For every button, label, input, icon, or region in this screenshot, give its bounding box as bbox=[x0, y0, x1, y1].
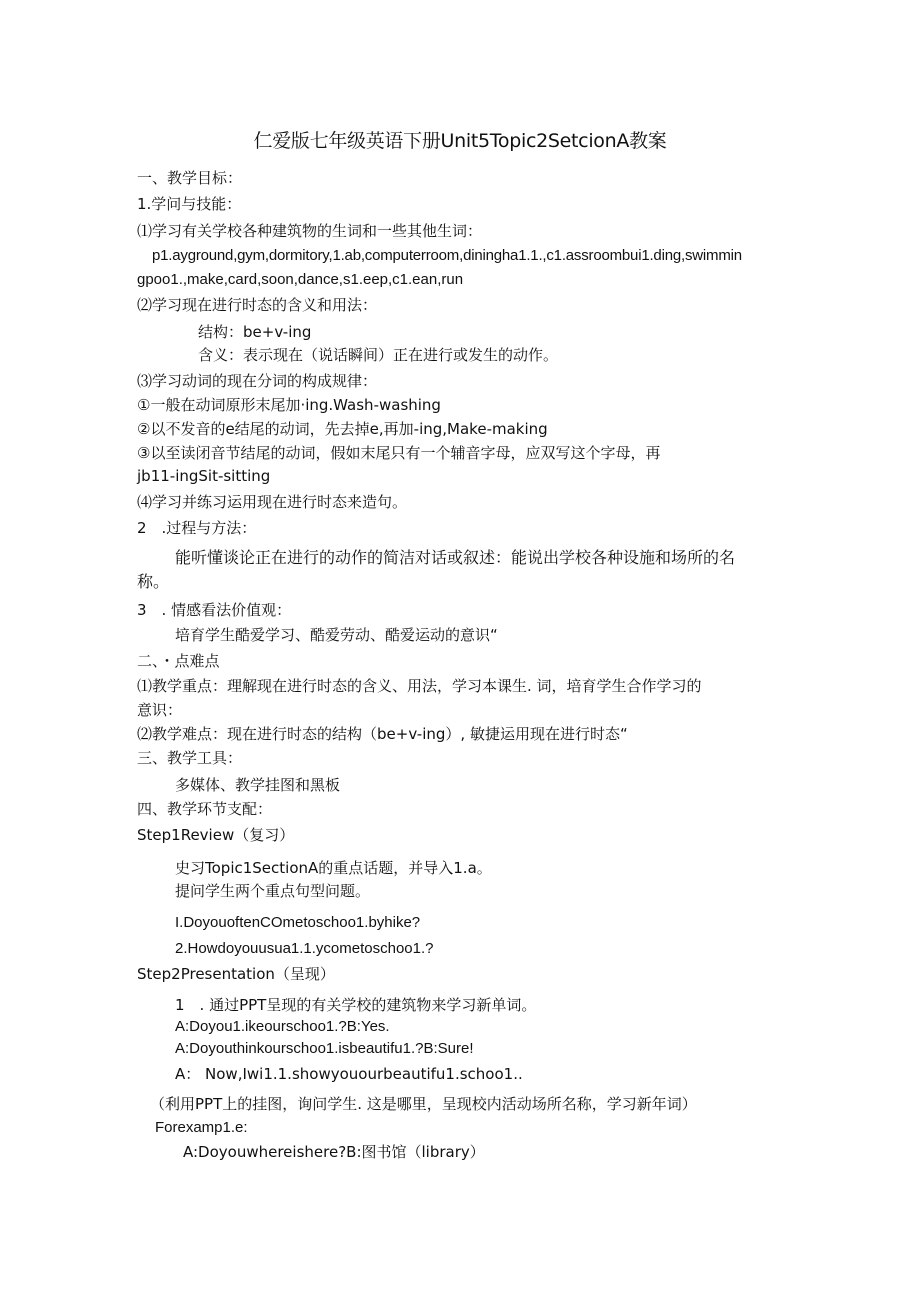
teaching-key-point-continued: 意识： bbox=[137, 701, 183, 719]
example-dialogue: A:Doyouwhereishere?B:图书馆（library） bbox=[183, 1143, 485, 1161]
knowledge-skills-heading: 1.学问与技能： bbox=[137, 195, 242, 213]
step1-heading: Step1Review（复习） bbox=[137, 826, 295, 844]
step1-text-2: 提问学生两个重点句型问题。 bbox=[175, 882, 371, 900]
section-key-points-heading: 二、・点难点 bbox=[137, 652, 220, 670]
objective-item-3: ⑶学习动词的现在分词的构成规律： bbox=[137, 372, 378, 390]
process-method-text-continued: 称。 bbox=[137, 572, 170, 591]
section-objectives-heading: 一、教学目标： bbox=[137, 169, 243, 187]
structure-line: 结构：be+v-ing bbox=[198, 323, 312, 341]
tools-text: 多媒体、教学挂图和黑板 bbox=[175, 776, 341, 794]
section-procedure-heading: 四、教学环节支配： bbox=[137, 800, 273, 818]
document-title: 仁爱版七年级英语下册Unit5Topic2SetcionA教案 bbox=[253, 130, 667, 152]
vocabulary-line-1: p1.ayground,gym,dormitory,1.ab,computerroom,dininghа1.1.,c1.assroombui1.ding,swimmin bbox=[152, 247, 742, 264]
step2-dialogue-1: A:Doyou1.ikeourschoo1.?B:Yes. bbox=[175, 1018, 390, 1035]
objective-item-2: ⑵学习现在进行时态的含义和用法： bbox=[137, 296, 378, 314]
rule-1: ①一般在动词原形末尾加·ing.Wash-washing bbox=[137, 396, 441, 414]
step2-dialogue-3: A： Now,Iwi1.1.showyouourbeautifu1.schoo1.. bbox=[175, 1065, 523, 1083]
objective-item-4: ⑷学习并练习运用现在进行时态来造句。 bbox=[137, 493, 408, 511]
example-label: Forexamp1.e: bbox=[155, 1119, 248, 1136]
rule-2: ②以不发音的e结尾的动词，先去掉e,再加-ing,Make-making bbox=[137, 420, 548, 438]
process-method-text: 能听懂谈论正在进行的动作的简洁对话或叙述：能说出学校各种设施和场所的名 bbox=[175, 548, 736, 567]
vocabulary-line-2: gpoo1.,make,card,soon,dance,s1.eep,c1.ean,run bbox=[137, 271, 464, 288]
attitude-values-heading: 3 . 情感看法价值观： bbox=[137, 601, 292, 619]
step2-note: （利用PPT上的挂图，询问学生. 这是哪里，呈现校内活动场所名称，学习新年词） bbox=[150, 1095, 697, 1113]
step2-heading: Step2Presentation（呈现） bbox=[137, 965, 335, 983]
step1-question-1: I.DoyouoftenCOmetoschoo1.byhike? bbox=[175, 914, 421, 931]
rule-3: ③以至读闭音节结尾的动词，假如末尾只有一个辅音字母，应双写这个字母，再 bbox=[137, 444, 661, 462]
teaching-difficult-point: ⑵教学难点：现在进行时态的结构（be+v-ing）, 敏捷运用现在进行时态“ bbox=[137, 725, 628, 743]
attitude-values-text: 培育学生酷爱学习、酷爱劳动、酷爱运动的意识“ bbox=[175, 626, 498, 644]
meaning-line: 含义：表示现在（说话瞬间）正在进行或发生的动作。 bbox=[198, 346, 559, 364]
step1-question-2: 2.Howdoyouusua1.1.ycometoschoo1.? bbox=[175, 940, 434, 957]
step2-item-1: 1 . 通过PPT呈现的有关学校的建筑物来学习新单词。 bbox=[175, 996, 537, 1014]
objective-item-1: ⑴学习有关学校各种建筑物的生词和一些其他生词： bbox=[137, 222, 483, 240]
rule-3-continued: jb11-ingSit-sitting bbox=[137, 467, 271, 485]
teaching-key-point: ⑴教学重点：理解现在进行时态的含义、用法，学习本课生. 词，培育学生合作学习的 bbox=[137, 677, 702, 695]
section-tools-heading: 三、教学工具： bbox=[137, 749, 243, 767]
step2-dialogue-2: A:Doyouthinkourschoo1.isbeautifu1.?B:Sure! bbox=[175, 1040, 474, 1057]
process-method-heading: 2 .过程与方法： bbox=[137, 519, 257, 537]
step1-text-1: 史习Topic1SectionA的重点话题，并导入1.a。 bbox=[175, 859, 492, 877]
